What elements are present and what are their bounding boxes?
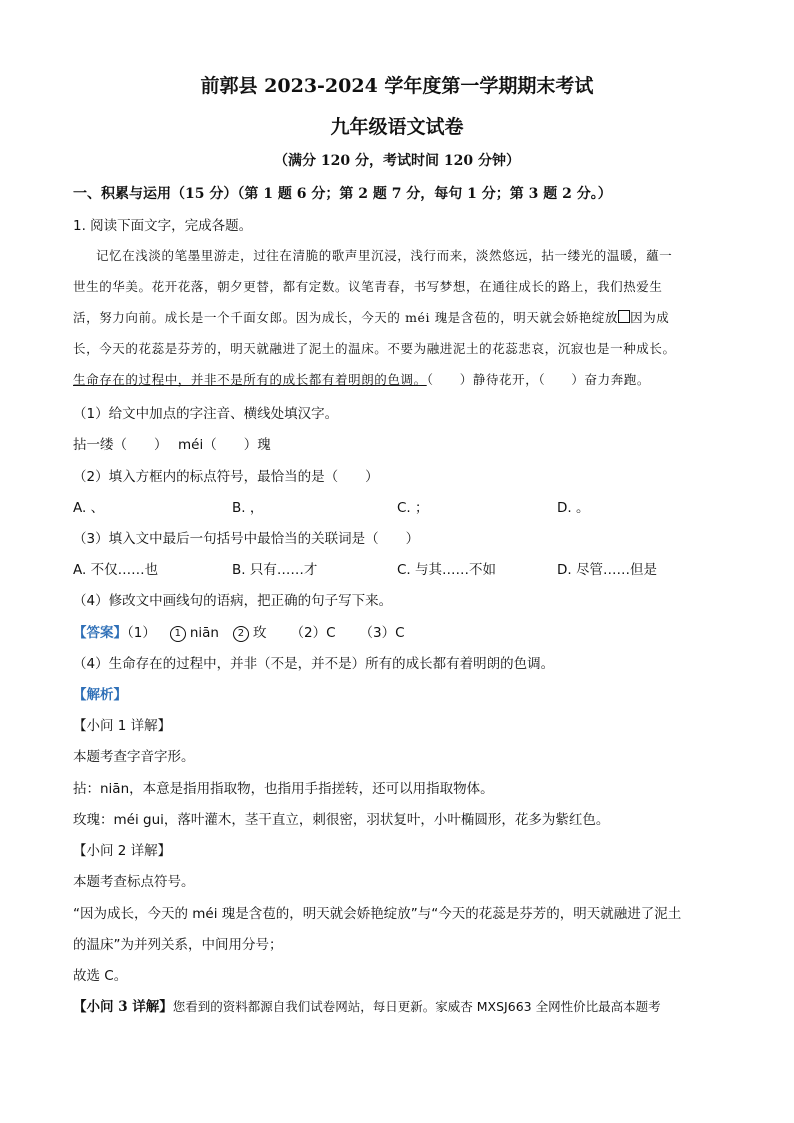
answer-char: 玫 bbox=[252, 625, 267, 641]
blank-box bbox=[618, 310, 630, 323]
sub-detail-heading: 【小问 3 详解】 bbox=[73, 999, 173, 1015]
watermark-text: 您看到的资料都源自我们试卷网站，每日更新。家威杏 MXSJ663 全网性价比最高本题考 bbox=[172, 999, 661, 1014]
sub-question-4: （4）修改文中画线句的语病，把正确的句子写下来。 bbox=[73, 593, 393, 609]
option-c: C. ； bbox=[397, 500, 429, 516]
option-b: B. 只有……才 bbox=[232, 562, 318, 578]
passage-text: （ ）静待花开，（ ）奋力奔跑。 bbox=[426, 372, 651, 387]
section-heading: 一、积累与运用（15 分）（第 1 题 6 分；第 2 题 7 分，每句 1 分；第 3 题 2 分。） bbox=[73, 186, 612, 202]
option-c: C. 与其……不如 bbox=[397, 562, 497, 578]
sub1-item: méi（ ）瑰 bbox=[178, 437, 271, 453]
passage-line: 长，今天的花蕊是芬芳的，明天就融进了泥土的温床。不要为融进泥土的花蕊悲哀，沉寂也是一种成长。 bbox=[73, 341, 676, 356]
passage-text: 活，努力向前。成长是一个千面女郎。因为成长，今天的 méi 瑰是含苞的，明天就会娇艳绽放 bbox=[73, 310, 619, 325]
sub1-item: 拈一缕（ ） bbox=[73, 437, 168, 453]
sub-question-1: （1）给文中加点的字注音、横线处填汉字。 bbox=[73, 406, 339, 422]
analysis-text: “因为成长，今天的 méi 瑰是含苞的，明天就会娇艳绽放”与“今天的花蕊是芬芳的，明天就融进了泥土 bbox=[73, 906, 682, 922]
analysis-text: 本题考查字音字形。 bbox=[73, 749, 195, 765]
circled-number: 2 bbox=[233, 626, 249, 642]
answer-part3: （3）C bbox=[359, 625, 405, 641]
circled-number: 1 bbox=[170, 626, 186, 642]
sub-detail-heading: 【小问 2 详解】 bbox=[73, 843, 172, 859]
sub-detail-heading: 【小问 1 详解】 bbox=[73, 718, 172, 734]
question-prompt: 1. 阅读下面文字，完成各题。 bbox=[73, 218, 253, 234]
answer-part4: （4）生命存在的过程中，并非（不是，并不是）所有的成长都有着明朗的色调。 bbox=[73, 656, 555, 672]
answer-line bbox=[73, 621, 723, 642]
passage-line: 世生的华美。花开花落，朝夕更替，都有定数。议笔青春，书写梦想，在通往成长的路上，我们热爱生 bbox=[73, 279, 663, 294]
option-a: A. 、 bbox=[73, 500, 105, 516]
analysis-label: 【解析】 bbox=[73, 687, 127, 703]
analysis-text: 本题考查标点符号。 bbox=[73, 874, 195, 890]
passage-text: 因为成 bbox=[630, 310, 670, 325]
answer-part1: （1） bbox=[127, 625, 156, 641]
exam-subtitle: 九年级语文试卷 bbox=[330, 116, 464, 138]
sub-question-2: （2）填入方框内的标点符号，最恰当的是（ ） bbox=[73, 469, 379, 485]
exam-title: 前郭县 2023-2024 学年度第一学期期末考试 bbox=[200, 75, 594, 97]
answer-label: 【答案】 bbox=[73, 625, 127, 641]
passage-line: 记忆在浅淡的笔墨里游走，过往在清脆的歌声里沉浸，浅行而来，淡然悠远，拈一缕光的温暖，蘊一 bbox=[96, 248, 673, 263]
analysis-text: 玫瑰：méi gui，落叶灌木，茎干直立，刺很密，羽状复叶，小叶椭圆形，花多为紫红色。 bbox=[73, 812, 610, 828]
option-b: B. ， bbox=[232, 500, 264, 516]
analysis-text: 的温床”为并列关系，中间用分号； bbox=[73, 937, 283, 953]
analysis-line bbox=[73, 995, 723, 1015]
option-a: A. 不仅……也 bbox=[73, 562, 159, 578]
analysis-text: 故选 C。 bbox=[73, 968, 128, 984]
option-d: D. 。 bbox=[557, 500, 590, 516]
passage-line bbox=[73, 370, 723, 388]
answer-part2: （2）C bbox=[290, 625, 336, 641]
option-d: D. 尽管……但是 bbox=[557, 562, 657, 578]
underlined-sentence: 生命存在的过程中，并非不是所有的成长都有着明朗的色调。 bbox=[73, 372, 427, 387]
sub-question-3: （3）填入文中最后一句括号中最恰当的关联词是（ ） bbox=[73, 531, 420, 547]
exam-note: （满分 120 分，考试时间 120 分钟） bbox=[274, 153, 520, 169]
answer-pinyin: niān bbox=[189, 625, 219, 641]
passage-line bbox=[73, 308, 723, 326]
analysis-text: 拈：niān，本意是指用指取物，也指用手指搓转，还可以用指取物体。 bbox=[73, 781, 494, 797]
